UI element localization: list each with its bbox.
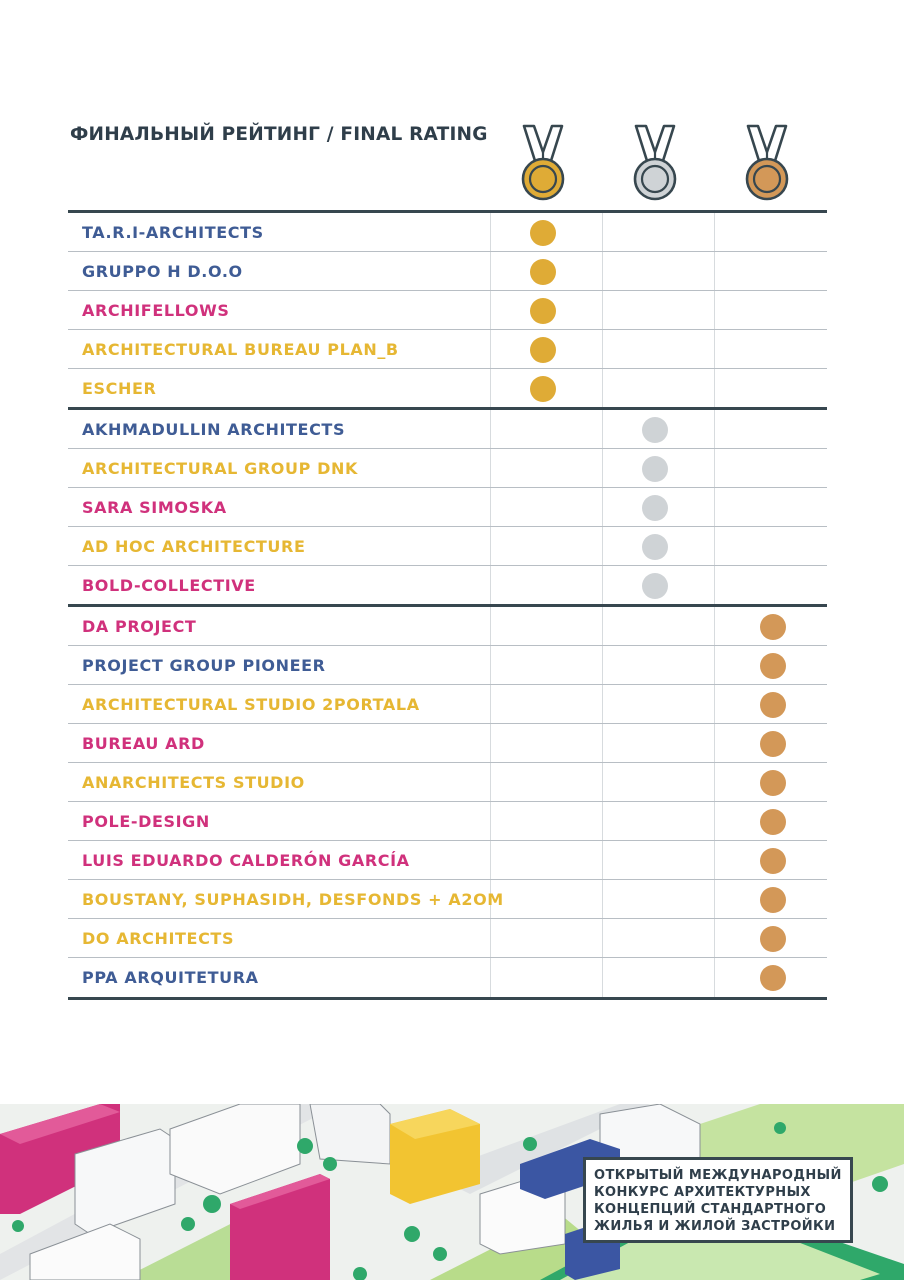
bronze-dot-icon — [760, 731, 786, 757]
table-row — [68, 369, 827, 410]
table-row — [68, 252, 827, 291]
bronze-dot-icon — [760, 926, 786, 952]
bronze-medal-icon — [744, 124, 790, 202]
participant-name: AKHMADULLIN ARCHITECTS — [82, 420, 346, 439]
table-row — [68, 449, 827, 488]
participant-name: BOLD-COLLECTIVE — [82, 576, 256, 595]
participant-name: TA.R.I-ARCHITECTS — [82, 223, 264, 242]
bronze-dot-icon — [760, 614, 786, 640]
gold-dot-icon — [530, 259, 556, 285]
silver-dot-icon — [642, 573, 668, 599]
gold-dot-icon — [530, 220, 556, 246]
bronze-dot-icon — [760, 653, 786, 679]
silver-dot-icon — [642, 495, 668, 521]
caption-line: ОТКРЫТЫЙ МЕЖДУНАРОДНЫЙ — [594, 1168, 842, 1183]
participant-name: GRUPPO H D.O.O — [82, 262, 243, 281]
participant-name: LUIS EDUARDO CALDERÓN GARCÍA — [82, 851, 410, 870]
table-row — [68, 566, 827, 607]
caption-line: ЖИЛЬЯ И ЖИЛОЙ ЗАСТРОЙКИ — [594, 1219, 836, 1234]
participant-name: ARCHITECTURAL BUREAU PLAN_B — [82, 340, 399, 359]
table-row — [68, 646, 827, 685]
table-row — [68, 291, 827, 330]
participant-name: PROJECT GROUP PIONEER — [82, 656, 326, 675]
participant-name: ARCHIFELLOWS — [82, 301, 230, 320]
table-row — [68, 919, 827, 958]
bronze-dot-icon — [760, 848, 786, 874]
gold-medal-icon — [520, 124, 566, 202]
table-row — [68, 213, 827, 252]
caption-line: КОНКУРС АРХИТЕКТУРНЫХ — [594, 1185, 811, 1200]
silver-dot-icon — [642, 456, 668, 482]
table-row — [68, 410, 827, 449]
table-row — [68, 685, 827, 724]
participant-name: ESCHER — [82, 379, 157, 398]
table-row — [68, 763, 827, 802]
silver-dot-icon — [642, 417, 668, 443]
participant-name: DA PROJECT — [82, 617, 197, 636]
participant-name: ARCHITECTURAL STUDIO 2PORTALA — [82, 695, 420, 714]
table-row — [68, 607, 827, 646]
participant-name: SARA SIMOSKA — [82, 498, 227, 517]
bronze-dot-icon — [760, 692, 786, 718]
page-title: ФИНАЛЬНЫЙ РЕЙТИНГ / FINAL RATING — [70, 124, 488, 145]
silver-dot-icon — [642, 534, 668, 560]
gold-dot-icon — [530, 376, 556, 402]
table-row — [68, 724, 827, 763]
table-row — [68, 958, 827, 997]
participant-name: ARCHITECTURAL GROUP DNK — [82, 459, 358, 478]
participant-name: POLE-DESIGN — [82, 812, 210, 831]
caption-line: КОНЦЕПЦИЙ СТАНДАРТНОГО — [594, 1202, 827, 1217]
silver-medal-icon — [632, 124, 678, 202]
competition-caption — [583, 1157, 853, 1243]
table-row — [68, 330, 827, 369]
gold-dot-icon — [530, 337, 556, 363]
participant-name: BUREAU ARD — [82, 734, 205, 753]
rating-table — [68, 210, 827, 1000]
participant-name: AD HOC ARCHITECTURE — [82, 537, 306, 556]
bronze-dot-icon — [760, 965, 786, 991]
bronze-dot-icon — [760, 770, 786, 796]
bronze-dot-icon — [760, 809, 786, 835]
participant-name: DO ARCHITECTS — [82, 929, 235, 948]
bronze-dot-icon — [760, 887, 786, 913]
table-row — [68, 880, 827, 919]
table-row — [68, 488, 827, 527]
table-row — [68, 841, 827, 880]
table-row — [68, 802, 827, 841]
participant-name: PPA ARQUITETURA — [82, 968, 259, 987]
gold-dot-icon — [530, 298, 556, 324]
table-row — [68, 527, 827, 566]
participant-name: BOUSTANY, SUPHASIDH, DESFONDS + A2OM — [82, 890, 504, 909]
participant-name: ANARCHITECTS STUDIO — [82, 773, 305, 792]
